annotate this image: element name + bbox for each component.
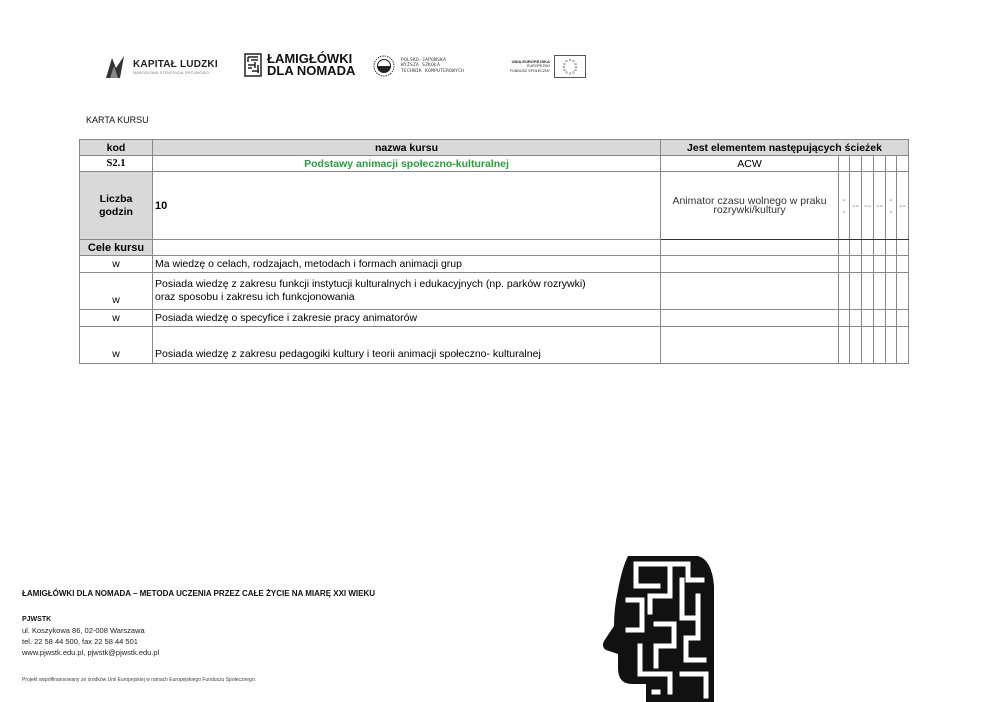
ue-line3: FUNDUSZ SPOŁECZNY bbox=[510, 68, 550, 73]
outcome-text: Ma wiedzę o celach, rodzajach, metodach i formach animacji grup bbox=[153, 256, 661, 273]
outcome-text: Posiada wiedzę o specyfice i zakresie pracy animatorów bbox=[153, 310, 661, 327]
lamiglowki-logo bbox=[243, 53, 355, 77]
table-row bbox=[80, 273, 909, 310]
ue-line2: EUROPEJSKI bbox=[527, 64, 550, 69]
lamiglowki-line1: ŁAMIGŁÓWKI bbox=[267, 51, 353, 66]
kapital-ludzki-logo bbox=[104, 54, 218, 80]
pjwstk-line3: TECHNIK KOMPUTEROWYCH bbox=[401, 68, 465, 74]
header-kod: kod bbox=[80, 140, 153, 156]
path-desc-line2: rozrywki/kultury bbox=[713, 203, 786, 216]
goals-label: Cele kursu bbox=[80, 240, 153, 256]
ue-logo bbox=[510, 55, 586, 78]
lamiglowki-line2: DLA NOMADA bbox=[267, 63, 356, 78]
table-row bbox=[80, 327, 909, 364]
ue-line1: UNIA EUROPEJSKA bbox=[511, 59, 550, 65]
kapital-ludzki-title: KAPITAŁ LUDZKI bbox=[133, 59, 218, 70]
eu-flag-icon bbox=[554, 55, 586, 78]
course-name: Podstawy animacji społeczno-kulturalnej bbox=[153, 156, 661, 172]
footer-web: www.pjwstk.edu.pl, pjwstk@pjwstk.edu.pl bbox=[22, 648, 160, 657]
course-code: S2.1 bbox=[80, 156, 153, 172]
maze-head-graphic-icon bbox=[588, 556, 720, 702]
outcome-type: w bbox=[80, 273, 153, 310]
outcome-type: w bbox=[80, 327, 153, 364]
path-dash: -- bbox=[897, 172, 909, 240]
path-dash: -- bbox=[874, 172, 886, 240]
outcome-type: w bbox=[80, 310, 153, 327]
course-table bbox=[79, 139, 909, 364]
outcome-text bbox=[153, 273, 661, 310]
path-description bbox=[661, 172, 839, 240]
path-dash: -- bbox=[850, 172, 862, 240]
course-row bbox=[80, 156, 909, 172]
header-nazwa: nazwa kursu bbox=[153, 140, 661, 156]
outcome-text: Posiada wiedzę z zakresu pedagogiki kultury i teorii animacji społeczno- kulturalnej bbox=[153, 327, 661, 364]
footer-org: PJWSTK bbox=[22, 616, 52, 623]
maze-head-icon bbox=[243, 53, 263, 77]
footer-note: Projekt współfinansowany ze środków Unii Europejskiej w ramach Europejskiego Funduszu Społecznego. bbox=[22, 677, 257, 683]
footer-phone: tel. 22 58 44 500, fax 22 58 44 501 bbox=[22, 637, 138, 646]
hours-label-line1: Liczba bbox=[99, 192, 133, 205]
pjwstk-logo bbox=[373, 55, 464, 77]
hours-label-line2: godzin bbox=[99, 205, 133, 218]
outcome-type: w bbox=[80, 256, 153, 273]
path-dash: -- bbox=[886, 172, 897, 240]
footer-address: ul. Koszykowa 86, 02-008 Warszawa bbox=[22, 626, 145, 635]
document-label: KARTA KURSU bbox=[86, 115, 149, 125]
header-sciezki: Jest elementem następujących ścieżek bbox=[661, 140, 909, 156]
kapital-ludzki-icon bbox=[104, 54, 126, 80]
path-desc-line1: Animator czasu wolnego w praku bbox=[672, 194, 827, 207]
table-row bbox=[80, 256, 909, 273]
pjwstk-line2: WYŻSZA SZKOŁA bbox=[401, 63, 441, 69]
outcome-text-line1: Posiada wiedzę z zakresu funkcji instytucji kulturalnych i edukacyjnych (np. parków rozrywki) bbox=[155, 278, 586, 290]
kapital-ludzki-subtitle: NARODOWA STRATEGIA SPÓJNOŚCI bbox=[133, 70, 210, 75]
hours-value: 10 bbox=[153, 172, 661, 240]
pjwstk-line1: POLSKO-JAPOŃSKA bbox=[401, 58, 447, 64]
table-row bbox=[80, 310, 909, 327]
path-dash: -- bbox=[862, 172, 874, 240]
pjwstk-emblem-icon bbox=[373, 55, 395, 77]
goals-row bbox=[80, 240, 909, 256]
course-path-code: ACW bbox=[661, 156, 839, 172]
footer-title: ŁAMIGŁÓWKI DLA NOMADA – METODA UCZENIA PRZEZ CAŁE ŻYCIE NA MIARĘ XXI WIEKU bbox=[22, 589, 376, 598]
outcome-text-line2: oraz sposobu i zakresu ich funkcjonowania bbox=[155, 291, 355, 303]
path-dash: -- bbox=[839, 172, 850, 240]
hours-row bbox=[80, 172, 909, 240]
hours-label bbox=[80, 172, 153, 240]
